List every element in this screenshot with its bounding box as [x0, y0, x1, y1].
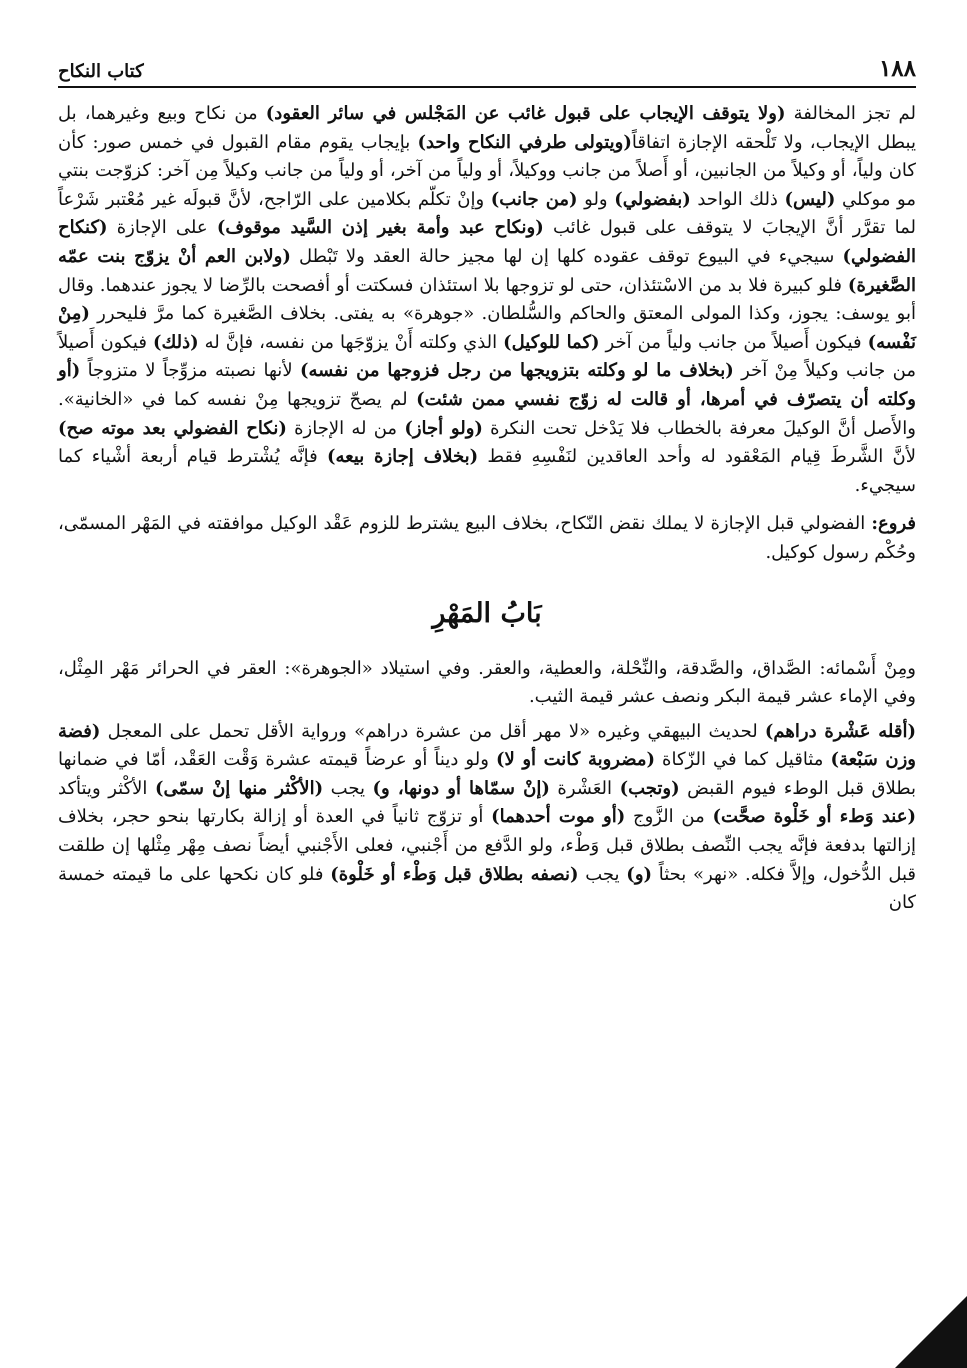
bold-text-segment: (إنْ سمّاها أو دونها، و)	[372, 777, 550, 799]
text-segment: أو تزوّج ثانياً في العدة أو إزالة بكارتها بنحو حجر، بخلاف إزالتها بدفعة فإنَّه يجب النِّصف بطلاق قبل وَطْء، ولو الدَّفع من أَجْنبي، فعلى الأَجْنبي أيضاً نصف مِهْر مِثْلها إن طلقت قبل الدُّخول، وإلاَّ فكله. «نهر» بحثاً	[58, 806, 917, 885]
paragraph	[58, 100, 916, 500]
text-segment: فيكون أَصيلاً من جانب وكيلاً مِنْ آخر	[58, 331, 916, 382]
bold-text-segment: (كما للوكيل)	[503, 331, 600, 353]
bold-text-segment: (نصفه بطلاق قبل وَطْء أو خَلْوة)	[330, 863, 579, 885]
text-segment: مثاقيل كما في الزّكاة	[655, 749, 831, 771]
text-segment: يجب	[578, 863, 627, 885]
bold-text-segment: (نكاح الفضولي بعد موته صح)	[58, 417, 287, 439]
text-segment: فلو كان نكحها على ما قيمته خمسة كان	[58, 863, 916, 914]
text-segment: ذلك الواحد	[690, 188, 785, 210]
text-segment: فإنَّه يُشْترط قيام أربعة أشْياء كما سيجيء.	[58, 446, 916, 496]
bold-text-segment: (ولابن العم أنْ يزوّج بنت عمّه الصَّغيرة)	[58, 245, 917, 296]
text-segment: العَشْرة	[549, 777, 620, 799]
bold-text-segment: (وتجب)	[619, 777, 680, 799]
text-segment: لم يصحّ تزويجها مِنْ نفسه كما في «الخانية». والأَصل أنَّ الوكيلَ معرفة بالخطاب فلا يَدْخل تحت النكرة	[58, 388, 916, 439]
text-segment: لأنَّ الشَّرطَ قِيام المَعْقود له وأحد العاقدين لنَفْسِهِ فقط	[478, 446, 917, 468]
text-segment: على الإجازة	[107, 217, 217, 239]
text-segment: سيجيء في البيوع توقف عقوده كلها إن لها مجيز حالة العقد ولا تَبْطل	[290, 245, 843, 267]
bold-text-segment: (ذلك)	[152, 331, 199, 353]
book-title: كتاب النكاح	[58, 61, 144, 82]
bold-text-segment: (أقله عَشْرة دراهم)	[764, 720, 916, 742]
bold-text-segment: (عند وَطء أو خَلْوة صحَّت)	[712, 806, 916, 828]
text-segment: الأكْثر ويتأكد	[58, 777, 155, 799]
text-segment: يجب	[323, 777, 373, 799]
bold-text-segment: (كنكاح الفضولي)	[58, 217, 916, 267]
bold-text-segment: (ولو أجاز)	[404, 417, 483, 439]
text-segment: وإنْ تكلّم بكلامين على الرّاجح، لأنَّ قبولَه غير مُعْتبر شَرْعاً لما تقرَّر أنَّ الإيجابَ لا يتوقف على قبول غائب	[58, 188, 916, 239]
text-segment: من الزَّوج	[625, 806, 713, 828]
text-segment: ولو	[577, 188, 615, 210]
page	[58, 52, 916, 918]
bold-text-segment: (أو وكلته أن يتصرّف في أمرها، أو قالت له زوّج نفسي ممن شئت)	[58, 360, 916, 410]
paragraph	[58, 655, 916, 712]
paragraph	[58, 510, 916, 567]
text-segment: ولو ديناً أو عرضاً قيمته عشرة وَقْت العَقْد، أمّا في ضمانها بطلاق قبل الوطء فيوم القبض	[58, 749, 917, 799]
bold-text-segment: (مضروبة كانت أو لا)	[495, 749, 655, 771]
text-segment: الفضولي قبل الإجازة لا يملك نقض النّكاح، بخلاف البيع يشترط للزوم عَقْد الوكيل موافقته في المَهْر المسمّى، وحُكْم رسول كوكيل.	[58, 513, 916, 563]
bold-text-segment: (و)	[626, 863, 653, 885]
page-body	[58, 100, 916, 918]
bold-text-segment: (الأكْثر منها إنْ سمّى)	[154, 777, 324, 799]
bold-text-segment: (مِنْ نَفْسه)	[58, 303, 916, 353]
bold-text-segment: (بخلاف ما لو وكلته بتزويجها من رجل فزوجها من نفسه)	[299, 360, 734, 382]
bold-text-segment: (فضة وزن سَبْعة)	[58, 720, 916, 771]
text-segment: من نكاح وبيع وغيرهما، بل يبطل الإيجاب، ولا تَلْحقه الإجازة اتفاقاً	[58, 103, 916, 153]
text-segment: الذي وكلته أَنْ يزوّجَها من نفسه، فإنَّ له	[198, 331, 504, 353]
bold-text-segment: (ولا يتوقف الإيجاب على قبول غائب عن المَجْلس في سائر العقود)	[265, 103, 786, 124]
bold-text-segment: (ويتولى طرفي النكاح واحد)	[417, 131, 632, 153]
bold-text-segment: (أو موت أحدهما)	[491, 806, 626, 828]
bold-text-segment: (من جانب)	[490, 188, 578, 210]
header-rule	[58, 86, 916, 88]
bold-text-segment: (بخلاف إجازة بيعه)	[326, 446, 479, 468]
bold-text-segment: فروع:	[871, 513, 916, 535]
text-segment: لأنها نصبته مزوِّجاً لا متزوجاً	[80, 360, 300, 382]
bold-text-segment: (بفضولي)	[614, 188, 691, 210]
text-segment: فيكون أَصيلاً من جانب ولياً من آخر	[599, 331, 868, 353]
bold-text-segment: (ليس)	[784, 188, 836, 210]
page-header	[58, 52, 916, 82]
page-number: ١٨٨	[878, 55, 916, 82]
text-segment: من له الإجازة	[286, 417, 405, 439]
text-segment: بإيجاب يقوم مقام القبول في خمس صور: كأن كان ولياً، أو وكيلاً من الجانبين، أو أَصلاً من جانب ووكيلاً، أو ولياً من آخر، أو ولياً من جانب وكيلاً مِن آخر: كزوّجت بنتي مو موكلي	[58, 131, 916, 210]
bold-text-segment: (ونكاح عبد وأمة بغير إذن السَّيد موقوف)	[216, 217, 544, 239]
paragraph	[58, 718, 916, 918]
text-segment: لحديث البيهقي وغيره «لا مهر أقل من عشرة دراهم» ورواية الأقل تحمل على المعجل	[100, 720, 765, 742]
text-segment: ومِنْ أَسْمائه: الصَّداق، والصَّدقة، والنِّحْلة، والعطية، والعقر. وفي استيلاد «الجوهرة»: العقر في الحرائر مَهْر المِثْل، وفي الإماء عشر قيمة البكر ونصف عشر قيمة الثيب.	[58, 657, 916, 708]
text-segment: لم تجز المخالفة	[785, 103, 916, 124]
page-corner-mark	[895, 1296, 967, 1368]
chapter-title: بَابُ المَهْرِ	[432, 597, 542, 629]
text-segment: فلو كبيرة فلا بد من الاسْتئذان، حتى لو تزوجها بلا استئذان فسكتت أو أفصحت بالرِّضا لا يجوز عندهما. وقال أبو يوسف: يجوز، وكذا المولى المعتق والحاكم والسُّلطان. «جوهرة» به يفتى. بخلاف الصَّغيرة كما مرَّ فليحرر	[58, 274, 916, 325]
